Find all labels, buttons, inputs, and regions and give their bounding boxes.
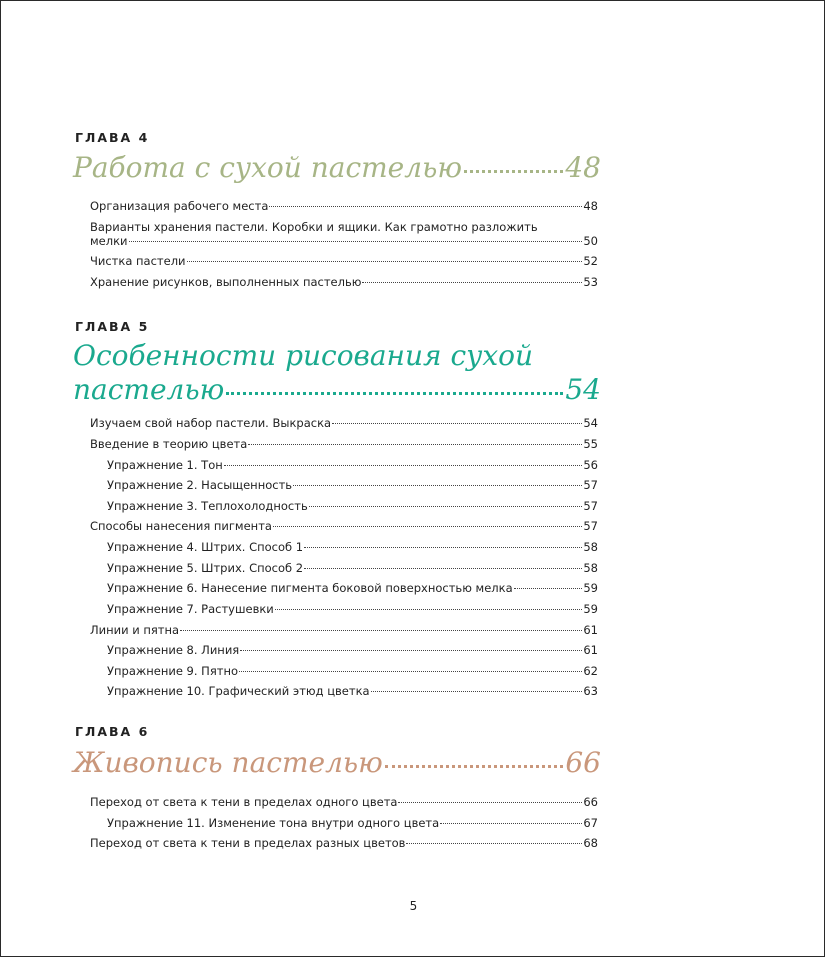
toc-entry-label: Организация рабочего места bbox=[90, 199, 269, 213]
dot-leader bbox=[362, 282, 582, 283]
toc-entry bbox=[90, 415, 598, 432]
toc-entry-page: 58 bbox=[583, 540, 598, 554]
toc-entry-label: Упражнение 11. Изменение тона внутри одного цвета bbox=[107, 816, 440, 830]
toc-subentry bbox=[107, 498, 598, 515]
chapter-title-text: Работа с сухой пастелью bbox=[73, 151, 462, 184]
toc-entry-label: Упражнение 5. Штрих. Способ 2 bbox=[107, 561, 304, 575]
toc-entry-page: 62 bbox=[583, 664, 598, 678]
dot-leader bbox=[187, 261, 583, 262]
dot-leader bbox=[304, 568, 582, 569]
chapter-label: ГЛАВА 4 bbox=[75, 130, 150, 145]
toc-entry-page: 56 bbox=[583, 458, 598, 472]
toc-subentry bbox=[107, 663, 598, 680]
chapter-title bbox=[73, 746, 601, 780]
chapter-title-text: Особенности рисования сухой bbox=[73, 339, 534, 372]
page-number: 5 bbox=[409, 899, 418, 913]
toc-entry-page: 57 bbox=[583, 499, 598, 513]
toc-subentry bbox=[107, 601, 598, 618]
toc-subentry bbox=[107, 580, 598, 597]
dot-leader bbox=[273, 526, 582, 527]
toc-entry-label: Чистка пастели bbox=[90, 254, 186, 268]
chapter-page-number: 48 bbox=[565, 151, 601, 184]
toc-entry bbox=[90, 835, 598, 852]
toc-entry-label: Упражнение 7. Растушевки bbox=[107, 602, 274, 616]
chapter-label: ГЛАВА 5 bbox=[75, 319, 150, 334]
chapter-title-text-continued: пастелью bbox=[73, 373, 225, 406]
dot-leader bbox=[304, 547, 582, 548]
toc-entry bbox=[90, 436, 598, 453]
dot-leader bbox=[514, 588, 583, 589]
toc-entry-label: Переход от света к тени в пределах разных цветов bbox=[90, 836, 406, 850]
toc-entry-label: Варианты хранения пастели. Коробки и ящики. Как грамотно разложить bbox=[90, 220, 538, 234]
toc-entry bbox=[90, 622, 598, 639]
toc-entry-label: Переход от света к тени в пределах одного цвета bbox=[90, 795, 398, 809]
toc-entry-label: Упражнение 9. Пятно bbox=[107, 664, 238, 678]
dot-leader bbox=[224, 465, 583, 466]
dot-leader bbox=[406, 843, 582, 844]
chapter-label: ГЛАВА 6 bbox=[75, 724, 150, 739]
chapter-title-text: Живопись пастелью bbox=[73, 746, 383, 779]
toc-entry-page: 61 bbox=[583, 643, 598, 657]
dot-leader bbox=[129, 241, 583, 242]
toc-subentry bbox=[107, 815, 598, 832]
toc-entry-page: 58 bbox=[583, 561, 598, 575]
toc-entry-label: Хранение рисунков, выполненных пастелью bbox=[90, 275, 362, 289]
toc-entry-page: 57 bbox=[583, 519, 598, 533]
chapter-page-number: 66 bbox=[565, 746, 601, 779]
toc-entry-page: 68 bbox=[583, 836, 598, 850]
dot-leader bbox=[269, 206, 582, 207]
toc-entry-page: 52 bbox=[583, 254, 598, 268]
toc-entry-label: Упражнение 4. Штрих. Способ 1 bbox=[107, 540, 304, 554]
toc-entry-label: Введение в теорию цвета bbox=[90, 437, 248, 451]
dot-leader bbox=[309, 506, 583, 507]
dot-leader bbox=[239, 671, 582, 672]
toc-entry bbox=[90, 198, 598, 215]
toc-entry-page: 61 bbox=[583, 623, 598, 637]
dot-leader bbox=[248, 444, 582, 445]
toc-subentry bbox=[107, 642, 598, 659]
toc-subentry bbox=[107, 477, 598, 494]
chapter-title bbox=[73, 339, 601, 407]
toc-entry-page: 63 bbox=[583, 684, 598, 698]
toc-entry-page: 59 bbox=[583, 581, 598, 595]
toc-entry-label-continued: мелки bbox=[90, 234, 128, 248]
dot-leader bbox=[180, 630, 582, 631]
toc-entry-page: 48 bbox=[583, 199, 598, 213]
toc-entry-label: Упражнение 3. Теплохолодность bbox=[107, 499, 308, 513]
toc-subentry bbox=[107, 539, 598, 556]
dot-leader bbox=[464, 170, 563, 173]
toc-subentry bbox=[107, 457, 598, 474]
toc-entry-label: Способы нанесения пигмента bbox=[90, 519, 272, 533]
dot-leader bbox=[275, 609, 583, 610]
toc-entry-label: Упражнение 8. Линия bbox=[107, 643, 240, 657]
dot-leader bbox=[385, 765, 564, 768]
toc-entry bbox=[90, 220, 598, 250]
toc-entry-page: 53 bbox=[583, 275, 598, 289]
dot-leader bbox=[440, 823, 582, 824]
toc-subentry bbox=[107, 560, 598, 577]
chapter-page-number: 54 bbox=[565, 373, 601, 406]
toc-entry-page: 50 bbox=[583, 234, 598, 248]
toc-entry-label: Упражнение 10. Графический этюд цветка bbox=[107, 684, 370, 698]
dot-leader bbox=[332, 423, 582, 424]
toc-entry bbox=[90, 274, 598, 291]
toc-entry-label: Упражнение 2. Насыщенность bbox=[107, 478, 293, 492]
toc-entry-label: Изучаем свой набор пастели. Выкраска bbox=[90, 416, 332, 430]
toc-subentry bbox=[107, 683, 598, 700]
toc-entry bbox=[90, 253, 598, 270]
toc-entry-label: Упражнение 1. Тон bbox=[107, 458, 223, 472]
dot-leader bbox=[398, 802, 582, 803]
toc-entry-page: 57 bbox=[583, 478, 598, 492]
toc-entry-label: Упражнение 6. Нанесение пигмента боковой поверхностью мелка bbox=[107, 581, 513, 595]
toc-entry-page: 54 bbox=[583, 416, 598, 430]
dot-leader bbox=[226, 392, 563, 395]
toc-entry bbox=[90, 794, 598, 811]
toc-entry bbox=[90, 518, 598, 535]
chapter-title bbox=[73, 151, 601, 185]
dot-leader bbox=[371, 691, 583, 692]
toc-entry-label: Линии и пятна bbox=[90, 623, 180, 637]
toc-entry-page: 66 bbox=[583, 795, 598, 809]
dot-leader bbox=[240, 650, 582, 651]
toc-entry-page: 67 bbox=[583, 816, 598, 830]
toc-entry-page: 59 bbox=[583, 602, 598, 616]
dot-leader bbox=[293, 485, 582, 486]
toc-entry-page: 55 bbox=[583, 437, 598, 451]
